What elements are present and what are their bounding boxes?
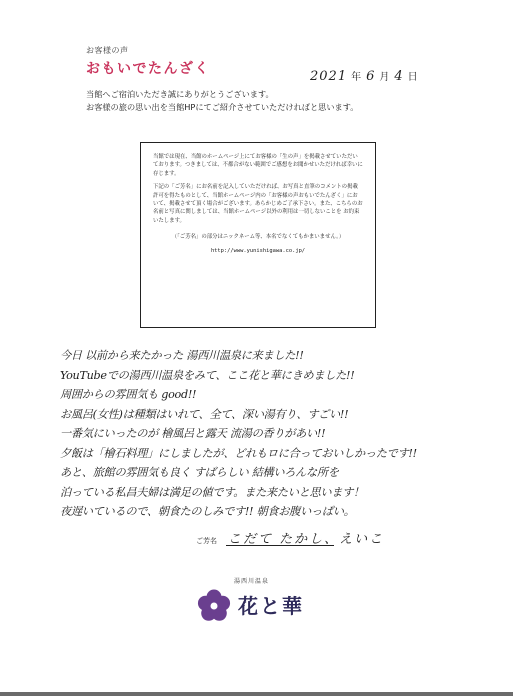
comment-line-8: 泊っている私昌夫婦は満足の値です。また来たいと思います！ [60,485,364,499]
page-title: おもいでたんざく [86,61,210,77]
comment-line-6: 夕飯は「檜石料理」にしましたが、どれもロに合っておいしかったです!! [60,446,417,460]
comment-line-7: あと、旅館の雰囲気も良く すばらしい 結構いろんな所を [60,466,339,479]
intro-line-2: お客様の旅の思い出を当館HPにてご紹介させていただければと思います。 [86,102,359,112]
comment-line-4: お風呂(女性)は種類はいれて、全て、深い湯有り、すごい!! [60,407,349,421]
logo-name: 花と華 [238,594,304,618]
date-year: 2021 [310,69,348,84]
notice-paragraph-2: 下記の「ご芳名」にお名前を記入していただければ、お写真と直筆のコメントの掲載許可を得たものとして、当館ホームページ内の「お客様の声おもいでたんざく」において、掲載させて頂く場合がございます。あらかじめご了承下さい。また、こちらのお名前と写真に関しましては、当館ホームページ以外の利用は一切しないことを お約束いたします。 [153,184,363,224]
flower-logo-icon [196,588,232,624]
logo-tagline: 湯西川温泉 [234,578,270,585]
notice-url: http://www.yunishigawa.co.jp/ [210,247,306,254]
signature-underline [226,545,334,546]
handwritten-comment [60,346,500,522]
section-label: お客様の声 [86,46,129,55]
comment-line-9: 夜遅いているので、朝食たのしみです!! 朝食お腹いっぱい。 [60,505,355,518]
notice-note: （「ご芳名」の部分はニックネーム等、本名でなくてもかまいません。） [171,234,345,241]
signature-name: こだて たかし、えいこ [228,532,385,547]
comment-line-5: 一番気にいったのが 檜風呂と露天 流湯の香りがあい!! [60,427,326,440]
handwritten-date [310,68,423,84]
flower-petal [198,596,213,611]
notice-paragraph-1: 当館では現在、当館のホームページ上にてお客様の「生の声」を掲載させていただいております。つきましては、不都合がない範囲でご感想をお聞かせいただければ幸いに存じます。 [153,154,363,177]
intro-text [86,88,446,114]
date-day-unit: 日 [407,72,419,83]
comment-line-2: YouTubeでの湯西川温泉をみて、ここ花と華にきめました!! [60,368,355,382]
date-day: 4 [394,69,404,84]
date-year-unit: 年 [351,72,363,83]
flower-center [211,603,218,610]
intro-line-1: 当館へご宿泊いただき誠にありがとうございます。 [86,89,274,99]
hotel-logo [196,576,306,636]
signature-label: ご芳名 [196,537,217,545]
comment-line-1: 今日 以前から来たかった 湯西川温泉に来ました!! [60,349,304,362]
scan-bottom-edge [0,692,513,696]
comment-line-3: 周囲からの雰囲気も good!! [60,388,197,401]
date-month-unit: 月 [379,72,391,83]
notice-box [140,142,376,328]
date-month: 6 [366,69,376,84]
